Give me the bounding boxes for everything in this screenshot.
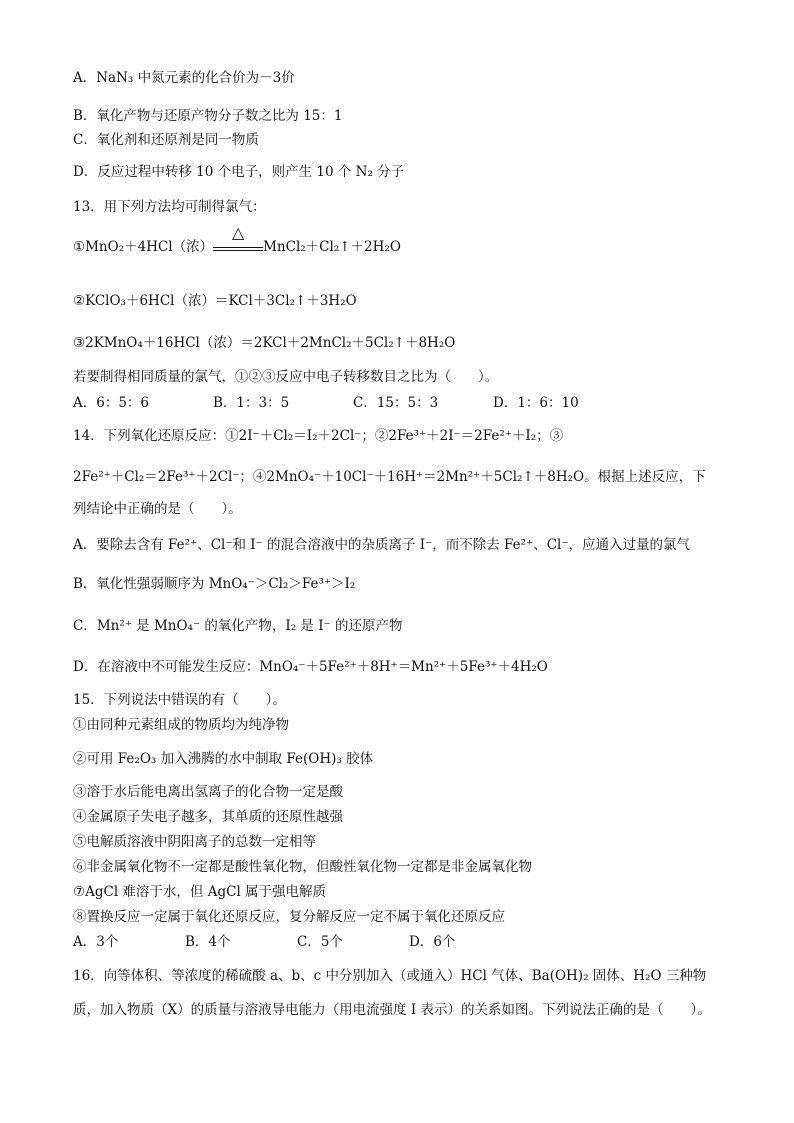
q14-option-c: C．Mn²⁺ 是 MnO₄⁻ 的氧化产物，I₂ 是 I⁻ 的还原产物 xyxy=(73,618,403,634)
q13-equation-1 xyxy=(73,223,401,257)
q15-item-7: ⑦AgCl 难溶于水，但 AgCl 属于强电解质 xyxy=(73,884,327,900)
q13-equation-3: ③2KMnO₄＋16HCl（浓）＝2KCl＋2MnCl₂＋5Cl₂↑＋8H₂O xyxy=(73,335,456,351)
q13-option-c: C．15：5：3 xyxy=(353,395,439,411)
q14-option-d: D．在溶液中不可能发生反应：MnO₄⁻＋5Fe²⁺＋8H⁺＝Mn²⁺＋5Fe³⁺＋4H₂O xyxy=(73,659,548,675)
q15-item-8: ⑧置换反应一定属于氧化还原反应，复分解反应一定不属于氧化还原反应 xyxy=(73,909,505,925)
q12-option-a: A．NaN₃ 中氮元素的化合价为－3价 xyxy=(73,70,295,86)
q15-option-a: A．3个 xyxy=(73,934,119,950)
q13-stem: 13．用下列方法均可制得氯气： xyxy=(73,199,266,215)
q15-item-3: ③溶于水后能电离出氢离子的化合物一定是酸 xyxy=(73,784,343,800)
q14-option-b: B．氧化性强弱顺序为 MnO₄⁻＞Cl₂＞Fe³⁺＞I₂ xyxy=(73,576,356,592)
q12-option-b: B．氧化产物与还原产物分子数之比为 15：1 xyxy=(73,108,343,124)
q13-option-d: D．1：6：10 xyxy=(493,395,579,411)
q15-option-b: B．4个 xyxy=(185,934,231,950)
q14-option-a: A．要除去含有 Fe²⁺、Cl⁻和 I⁻ 的混合溶液中的杂质离子 I⁻，而不除去 Fe²⁺、Cl⁻，应通入过量的氯气 xyxy=(73,537,690,553)
q15-option-d: D．6个 xyxy=(409,934,456,950)
q14-stem-line-1: 14．下列氧化还原反应：①2I⁻＋Cl₂＝I₂＋2Cl⁻；②2Fe³⁺＋2I⁻＝2Fe²⁺＋I₂；③ xyxy=(73,428,564,444)
q13-eq1-left: ①MnO₂＋4HCl（浓） xyxy=(73,239,214,255)
q12-option-d: D．反应过程中转移 10 个电子，则产生 10 个 N₂ 分子 xyxy=(73,164,405,180)
q15-item-1: ①由同种元素组成的物质均为纯净物 xyxy=(73,717,289,733)
q15-option-c: C．5个 xyxy=(297,934,343,950)
q15-item-5: ⑤电解质溶液中阴阳离子的总数一定相等 xyxy=(73,834,316,850)
q13-option-b: B．1：3：5 xyxy=(213,395,290,411)
heating-condition-sign xyxy=(213,223,263,251)
q13-option-a: A．6：5：6 xyxy=(73,395,150,411)
equals-bar xyxy=(213,247,263,251)
q13-options xyxy=(73,393,579,413)
q13-equation-2: ②KClO₃＋6HCl（浓）＝KCl＋3Cl₂↑＋3H₂O xyxy=(73,293,357,309)
q13-question: 若要制得相同质量的氯气，①②③反应中电子转移数目之比为（ ）。 xyxy=(73,369,499,385)
q15-options xyxy=(73,932,455,952)
q16-stem-line-2: 质，加入物质（X）的质量与溶液导电能力（用电流强度 I 表示）的关系如图。下列说法正确的是（ ）。 xyxy=(73,1002,711,1018)
q15-item-6: ⑥非金属氧化物不一定都是酸性氧化物，但酸性氧化物一定都是非金属氧化物 xyxy=(73,859,532,875)
q12-option-c: C．氧化剂和还原剂是同一物质 xyxy=(73,132,259,148)
heating-triangle-icon: △ xyxy=(231,223,245,242)
q15-item-4: ④金属原子失电子越多，其单质的还原性越强 xyxy=(73,809,343,825)
q14-stem-line-3: 列结论中正确的是（ ）。 xyxy=(73,501,242,517)
q15-item-2: ②可用 Fe₂O₃ 加入沸腾的水中制取 Fe(OH)₃ 胶体 xyxy=(73,751,374,767)
q14-stem-line-2: 2Fe²⁺＋Cl₂＝2Fe³⁺＋2Cl⁻；④2MnO₄⁻＋10Cl⁻＋16H⁺＝2Mn²⁺＋5Cl₂↑＋8H₂O。根据上述反应，下 xyxy=(73,469,706,485)
q16-stem-line-1: 16．向等体积、等浓度的稀硫酸 a、b、c 中分别加入（或通入）HCl 气体、Ba(OH)₂ 固体、H₂O 三种物 xyxy=(73,968,707,984)
q13-eq1-right: MnCl₂＋Cl₂↑＋2H₂O xyxy=(263,239,401,255)
q15-stem: 15．下列说法中错误的有（ ）。 xyxy=(73,692,286,708)
